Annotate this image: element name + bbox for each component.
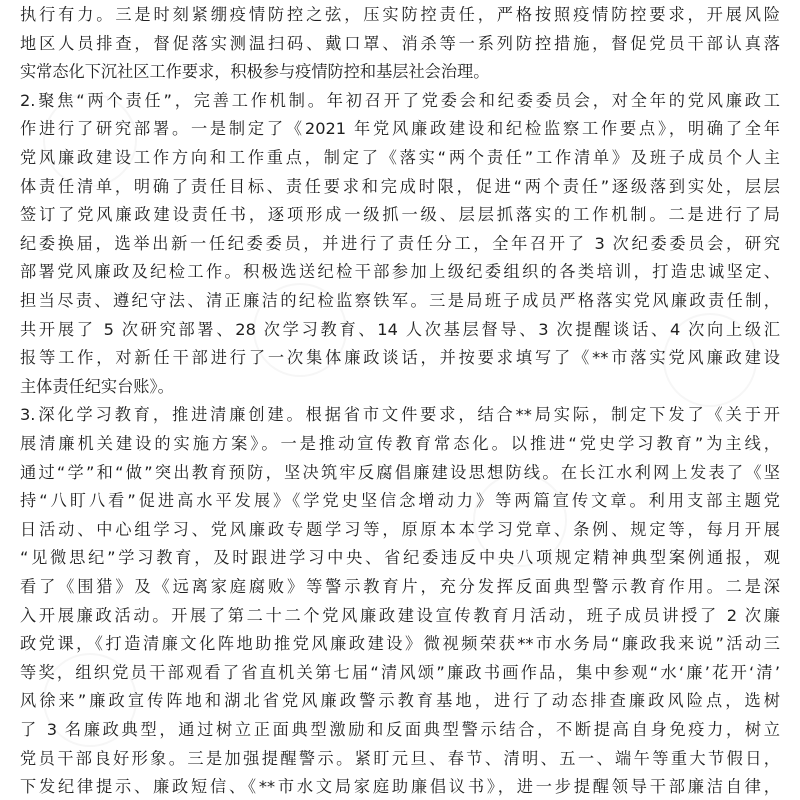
text-line: 部署党风廉政及纪检工作。积极选送纪检干部参加上级纪委组织的各类培训，打造忠诚坚定、 [20,262,780,282]
text-line: 共开展了 5 次研究部署、28 次学习教育、14 人次基层督导、3 次提醒谈话、4 次向上级汇 [20,319,780,339]
text-line: 3.深化学习教育，推进清廉创建。根据省市文件要求，结合**局实际，制定下发了《关于开 [20,405,780,425]
text-line: 下发纪律提示、廉政短信、《**市水文局家庭助廉倡议书》，进一步提醒领导干部廉洁自律， [20,777,780,797]
text-line: 通过“学”和“做”突出教育预防，坚决筑牢反腐倡廉建设思想防线。在长江水利网上发表了《坚 [20,462,780,482]
text-line: 日活动、中心组学习、党风廉政专题学习等，原原本本学习党章、条例、规定等，每月开展 [20,519,780,539]
text-line: 看了《围猎》及《远离家庭腐败》等警示教育片，充分发挥反面典型警示教育作用。二是深 [20,577,780,596]
text-line: 入开展廉政活动。开展了第二十二个党风廉政建设宣传教育月活动，班子成员讲授了 2 次廉 [20,605,780,625]
text-line: 2.聚焦“两个责任”，完善工作机制。年初召开了党委会和纪委委员会，对全年的党风廉政工 [20,90,780,110]
text-line: 担当尽责、遵纪守法、清正廉洁的纪检监察铁军。三是局班子成员严格落实党风廉政责任制， [20,291,780,310]
text-line: 体责任清单，明确了责任目标、责任要求和完成时限，促进“两个责任”逐级落到实处，层层 [20,176,780,196]
text-line: 政党课，《打造清廉文化阵地助推党风廉政建设》微视频荣获**市水务局“廉政我来说”活动三 [20,634,780,654]
text-line: 实常态化下沉社区工作要求，积极参与疫情防控和基层社会治理。 [20,62,490,82]
text-line: 党风廉政建设工作方向和工作重点，制定了《落实“两个责任”工作清单》及班子成员个人主 [20,148,780,167]
text-line: 主体责任纪实台账》。 [20,376,174,396]
text-line: 报等工作，对新任干部进行了一次集体廉政谈话，并按要求填写了《**市落实党风廉政建设 [20,348,780,368]
text-line: “见微思纪”学习教育，及时跟进学习中央、省纪委违反中央八项规定精神典型案例通报，观 [20,548,780,568]
text-line: 执行有力。三是时刻紧绷疫情防控之弦，压实防控责任，严格按照疫情防控要求，开展风险 [20,5,780,24]
text-line: 地区人员排查，督促落实测温扫码、戴口罩、消杀等一系列防控措施，督促党员干部认真落 [20,33,780,53]
text-line: 展清廉机关建设的实施方案》。一是推动宣传教育常态化。以推进“党史学习教育”为主线， [20,434,780,453]
text-line: 了 3 名廉政典型，通过树立正面典型激励和反面典型警示结合，不断提高自身免疫力，树立 [20,720,780,739]
text-line: 签订了党风廉政建设责任书，逐项形成一级抓一级、层层抓落实的工作机制。二是进行了局 [20,205,780,225]
text-line: 党员干部良好形象。三是加强提醒警示。紧盯元旦、春节、清明、五一、端午等重大节假日， [20,748,780,768]
text-line: 纪委换届，选举出新一任纪委委员，并进行了责任分工，全年召开了 3 次纪委委员会，研究 [20,233,780,253]
text-line: 等奖，组织党员干部观看了省直机关第七届“清风颂”廉政书画作品，集中参观“水‘廉’花开‘清’ [20,662,780,682]
text-line: 风徐来”廉政宣传阵地和湖北省党风廉政警示教育基地，进行了动态排查廉政风险点，选树 [20,691,780,711]
text-line: 作进行了研究部署。一是制定了《2021 年党风廉政建设和纪检监察工作要点》，明确了全年 [20,119,780,139]
text-line: 持“八盯八看”促进高水平发展》《学党史坚信念增动力》等两篇宣传文章。利用支部主题党 [20,491,780,511]
